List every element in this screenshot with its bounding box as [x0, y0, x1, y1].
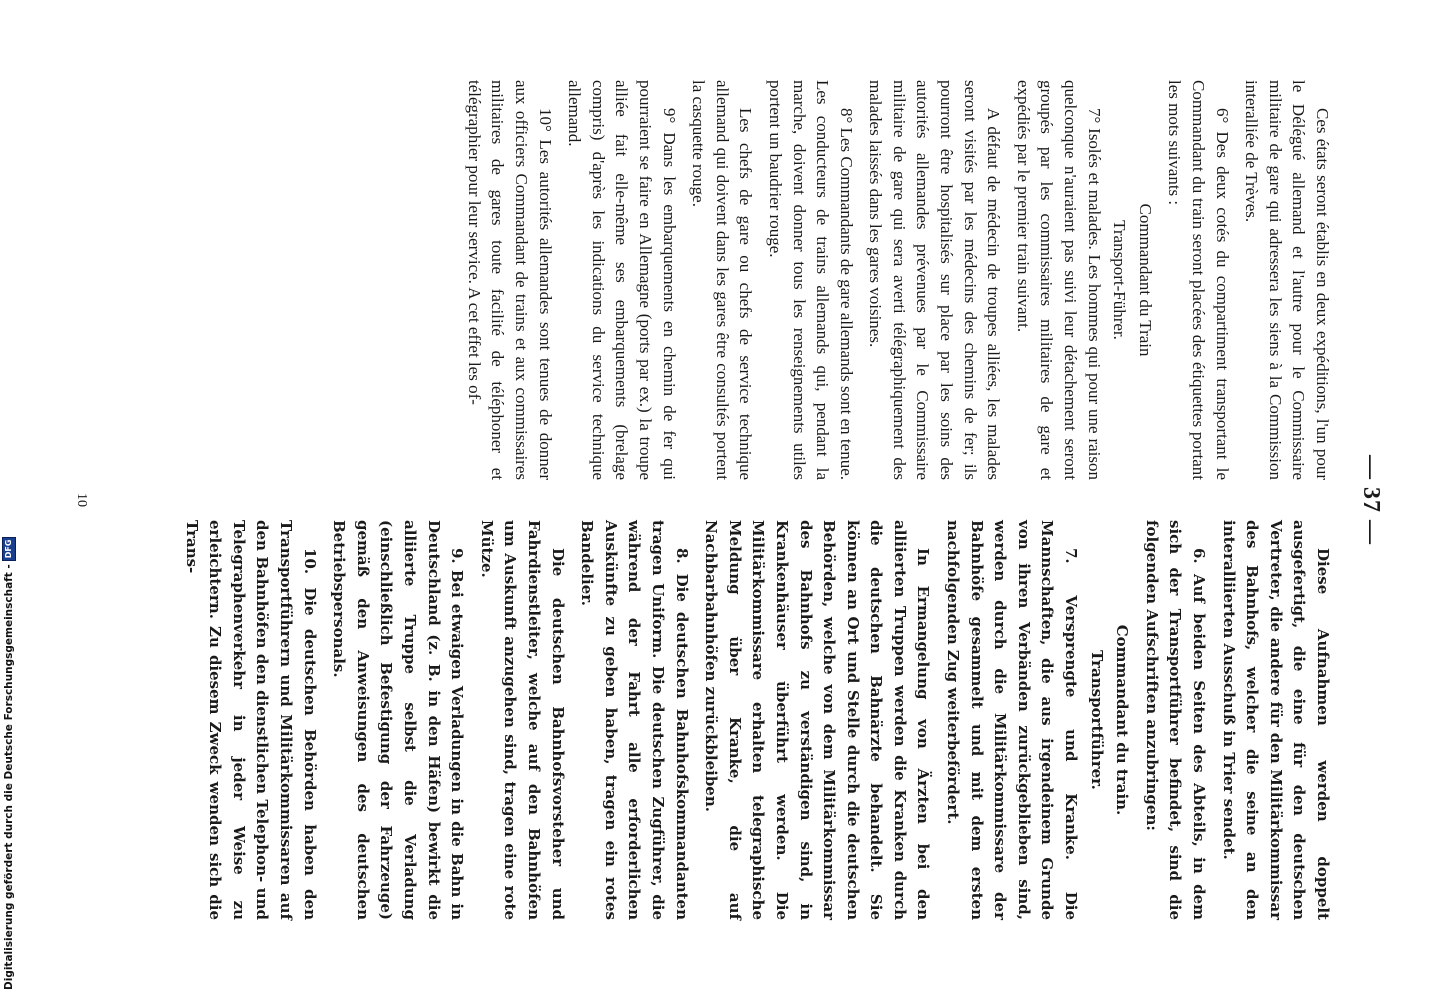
- french-column: [456, 80, 1334, 480]
- german-paragraph-1: Diese Aufnahmen werden doppelt ausgefertigt, die eine für den deutschen Vertreter, die andere für den Militärkommissar des Bahnhofs, welcher die seine an den interalliierten Ausschuß in Trier sendet.: [1219, 520, 1332, 920]
- german-label-1: Commandant du train.: [1113, 624, 1132, 816]
- french-label-1: Commandant du Train: [1135, 203, 1155, 357]
- german-paragraph-4: In Ermangelung von Ärzten bei den alliierten Truppen werden die Kranken durch die deutschen Bahnärzte behandelt. Sie können an Ort und Stelle durch die deutschen Behörden, welche von dem Militärkommissar des Bahnhofs zu verständigen sind, in Krankenhäuser überführt werden. Die Militärkommissare erhalten telegraphische Meldung über Kranke, die auf Nachbarbahnhöfen zurückbleiben.: [702, 520, 933, 920]
- german-paragraph-5: 8. Die deutschen Bahnhofskommandanten tragen Uniform. Die deutschen Zugführer, die während der Fahrt alle erforderlichen Auskünfte zu geben haben, tragen ein rotes Bandelier.: [578, 520, 691, 920]
- german-paragraph-3: 7. Versprengte und Kranke. Die Mannschaften, die aus irgendeinem Grunde von ihren Verbänden zurückgeblieben sind, werden durch die Militärkommissare der Bahnhöfe gesammelt und mit dem ersten nachfolgenden Zug weiterbefördert.: [944, 520, 1081, 920]
- french-paragraph-7: 9° Dans les embarquements en chemin de fer qui pourraient se faire en Allemagne (ports par ex.) la troupe alliée fait elle-même ses embarquements (brelage compris) d'après les indications du service technique allemand.: [565, 80, 679, 480]
- dfg-logo: DFG: [2, 537, 16, 562]
- digitization-note: Digitalisierung gefördert durch die Deutsche Forschungsgemeinschaft -: [3, 564, 15, 990]
- german-label-2: Transportführer.: [1087, 650, 1106, 790]
- french-paragraph-6: Les chefs de gare ou chefs de service technique allemand qui doivent dans les gares être consultés portent la casquette rouge.: [689, 80, 756, 480]
- german-paragraph-6: Die deutschen Bahnhofsvorsteher und Fahrdienstleiter, welche auf den Bahnhöfen um Auskunft anzugehen sind, tragen eine rote Mütze.: [477, 520, 567, 920]
- german-paragraph-7: 9. Bei etwaigen Verladungen in die Bahn in Deutschland (z. B. in den Häfen) bewirkt die alliierte Truppe selbst die Verladung (einschließlich Befestigung der Fahrzeuge) gemäß den Anweisungen des deutschen Betriebspersonals.: [330, 520, 467, 920]
- signature-number: 10: [74, 493, 89, 507]
- digitization-strip: [0, 0, 16, 1000]
- german-paragraph-2: 6. Auf beiden Seiten des Abteils, in dem sich der Transportführer befindet, sind die folgenden Aufschriften anzubringen:: [1142, 520, 1209, 920]
- french-paragraph-4: A défaut de médecin de troupes alliées, les malades seront visités par les médecins des chemins de fer; ils pourront être hospitalisés sur place par les soins des autorités allemandes prévenues par le Commissaire militaire de gare qui sera averti télégraphiquement des malades laissés dans les gares voisines.: [866, 80, 1004, 480]
- digitization-credit: [2, 537, 16, 990]
- german-paragraph-8: 10. Die deutschen Behörden haben den Transportführern und Militärkommissaren auf den Bahnhöfen den dienstlichen Telephon- und Telegraphenverkehr in jeder Weise zu erleichtern. Zu diesem Zweck wenden sich die Trans-: [182, 520, 319, 920]
- french-paragraph-2: 6° Des deux cotés du compartiment transportant le Commandant du train seront placées des étiquettes portant les mots suivants :: [1165, 80, 1232, 480]
- french-paragraph-5: 8° Les Commandants de gare allemands sont en tenue. Les conducteurs de trains allemands qui, pendant la marche, doivent donner tous les renseignements utiles portent un baudrier rouge.: [765, 80, 856, 480]
- french-paragraph-8: 10° Les autorités allemandes sont tenues de donner aux officiers Commandant de trains et aux commissaires militaires de gares toute facilité de téléphoner et télégraphier pour leur service. A cet effet les of-: [464, 80, 555, 480]
- french-label-2: Transport-Führer.: [1110, 220, 1130, 340]
- french-paragraph-3: 7° Isolés et malades. Les hommes qui pour une raison quelconque n'auraient pas suivi leur détachement seront groupés par les commissaires militaires de gare et expédiés par le premier train suivant.: [1013, 80, 1104, 480]
- german-column: [173, 520, 1334, 920]
- french-paragraph-1: Ces états seront établis en deux expéditions, l'un pour le Délégué allemand et l'autre pour le Commissaire militaire de gare qui adressera les siens à la Commission interalliée de Trèves.: [1242, 80, 1332, 480]
- page-number: — 37 —: [1358, 455, 1384, 545]
